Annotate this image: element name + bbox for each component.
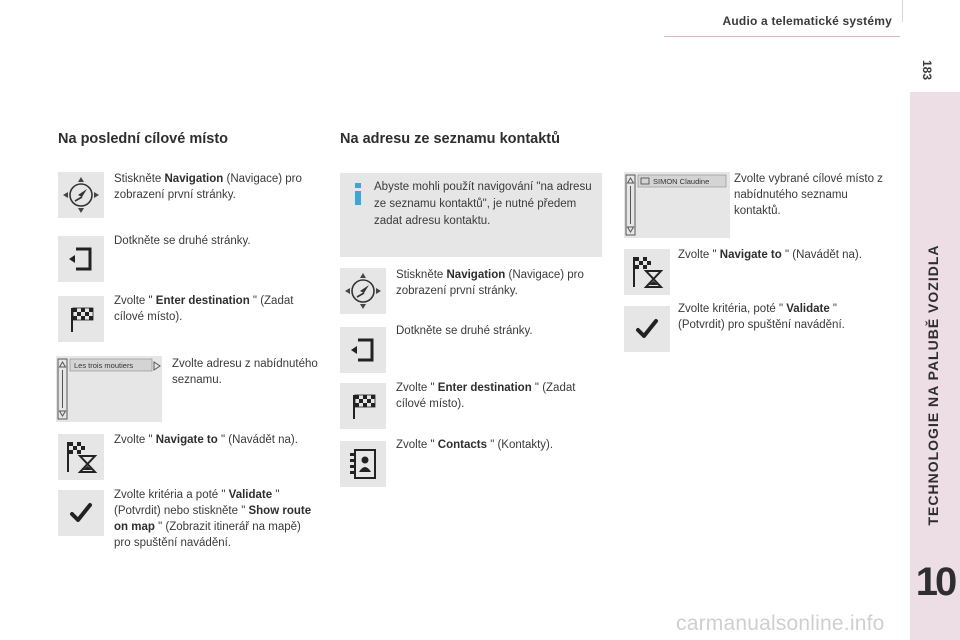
list-item: Les trois moutiers <box>74 361 134 370</box>
checkmark-icon <box>624 306 670 352</box>
page-two-icon <box>340 327 386 373</box>
contacts-icon <box>340 441 386 487</box>
flag-hourglass-icon <box>624 249 670 295</box>
step-text: Zvolte " Enter destination " (Zadat cílové místo). <box>114 295 294 323</box>
step-text: Zvolte " Navigate to " (Navádět na). <box>678 249 862 261</box>
header-corner-line <box>902 0 903 22</box>
navigation-joystick-icon <box>340 268 386 314</box>
step-text: Dotkněte se druhé stránky. <box>396 325 533 337</box>
list-item: SIMON Claudine <box>653 177 710 186</box>
page-two-icon <box>58 236 104 282</box>
step-text: Dotkněte se druhé stránky. <box>114 235 251 247</box>
footer-watermark: carmanualsonline.info <box>676 612 885 635</box>
header-rule <box>664 36 900 37</box>
checkered-flag-icon <box>58 296 104 342</box>
step-text: Zvolte " Contacts " (Kontakty). <box>396 439 554 451</box>
step-text: Stiskněte Navigation (Navigace) pro zobrazení první stránky. <box>396 269 584 297</box>
header-title: Audio a telematické systémy <box>722 14 892 28</box>
address-list-icon <box>56 356 162 422</box>
flag-hourglass-icon <box>58 434 104 480</box>
navigation-joystick-icon <box>58 172 104 218</box>
chapter-number: 10 <box>915 560 955 604</box>
checkered-flag-icon <box>340 383 386 429</box>
info-text: Abyste mohli použít navigování "na adresu ze seznamu kontaktů", je nutné předem zadat adresu kontaktu. <box>374 181 592 227</box>
step-text: Zvolte kritéria a poté " Validate " (Potvrdit) nebo stiskněte " Show route on map " (Zobrazit itinerář na mapě) pro spuštění navádění. <box>114 489 312 549</box>
info-box <box>340 173 602 257</box>
section-title-last-destination: Na poslední cílové místo <box>58 131 229 147</box>
step-text: Stiskněte Navigation (Navigace) pro zobrazení první stránky. <box>114 173 302 201</box>
step-text: Zvolte vybrané cílové místo z nabídnutého seznamu kontaktů. <box>734 173 883 217</box>
contact-list-icon <box>624 172 730 238</box>
page-number: 183 <box>920 59 934 81</box>
section-title-contacts: Na adresu ze seznamu kontaktů <box>340 131 560 147</box>
step-text: Zvolte " Navigate to " (Navádět na). <box>114 434 298 446</box>
step-text: Zvolte " Enter destination " (Zadat cílové místo). <box>396 382 576 410</box>
info-icon <box>352 183 364 205</box>
checkmark-icon <box>58 490 104 536</box>
step-text: Zvolte adresu z nabídnutého seznamu. <box>172 358 318 386</box>
step-text: Zvolte kritéria, poté " Validate " (Potvrdit) pro spuštění navádění. <box>678 303 845 331</box>
chapter-title: TECHNOLOGIE NA PALUBĚ VOZIDLA <box>925 244 941 526</box>
